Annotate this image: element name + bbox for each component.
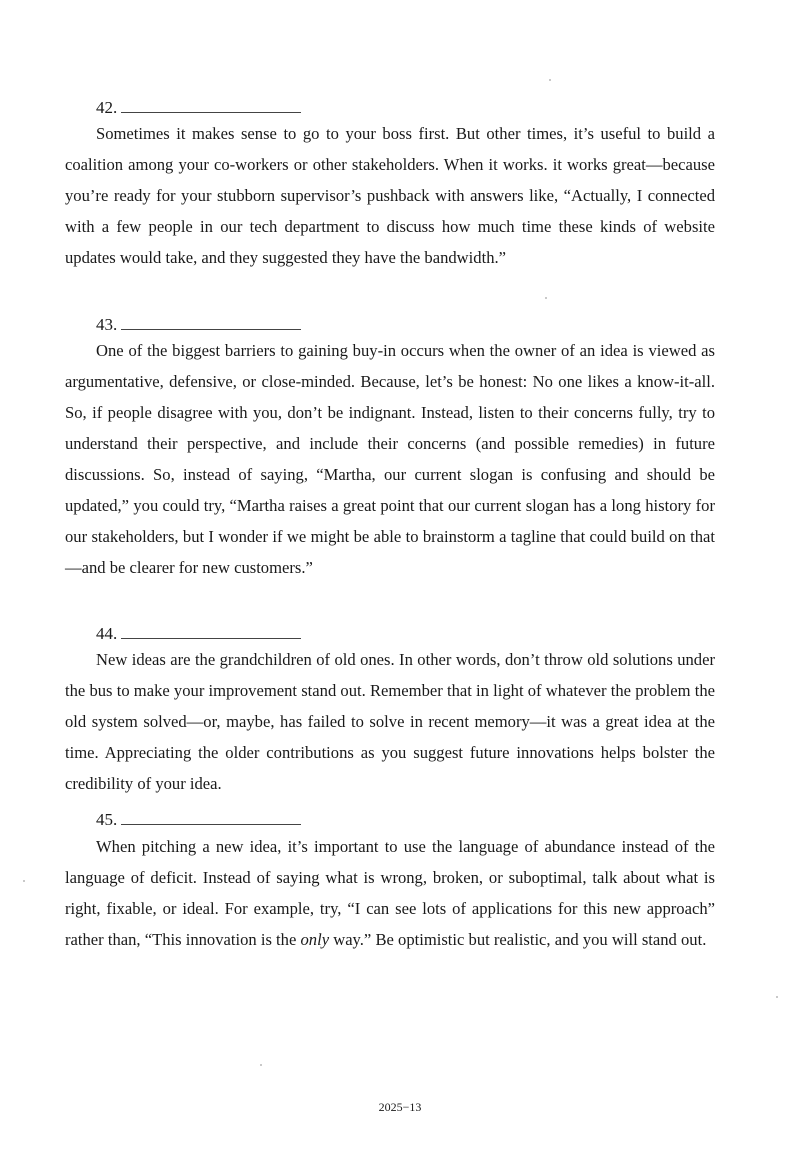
page-number-footer: 2025−13 <box>378 1100 422 1114</box>
answer-blank-line[interactable] <box>121 808 301 825</box>
question-number-label: 42. <box>96 98 118 117</box>
answer-blank-line[interactable] <box>121 313 301 330</box>
paragraph-42: Sometimes it makes sense to go to your boss first. But other times, it’s useful to build a coalition among your co-workers or other stakeholders. When it works. it works great—because you’re ready for your stubborn supervisor’s pushback with answers like, “Actually, I connected with a few people in our tech department to discuss how much time these kinds of website updates would take, and they suggested they have the bandwidth.” <box>65 124 715 267</box>
paragraph-45-text-before: When pitching a new idea, it’s important to use the language of abundance instead of the language of deficit. Instead of saying what is wrong, broken, or suboptimal, talk about what is right, fixable, or ideal. For example, try, “I can see lots of applications for this new approach” rather than, “This innovation is the <box>65 837 715 949</box>
paragraph-44: New ideas are the grandchildren of old ones. In other words, don’t throw old solutions under the bus to make your improvement stand out. Remember that in light of whatever the problem the old system solved—or, maybe, has failed to solve in recent memory—it was a great idea at the time. Appreciating the older contributions as you suggest future innovations helps bolster the credibility of your idea. <box>65 650 715 793</box>
paragraph-43: One of the biggest barriers to gaining buy-in occurs when the owner of an idea is viewed as argumentative, defensive, or close-minded. Because, let’s be honest: No one likes a know-it-all. So, if people disagree with you, don’t be indignant. Instead, listen to their concerns fully, try to understand their perspective, and include their concerns (and possible remedies) in future discussions. So, instead of saying, “Martha, our current slogan is confusing and should be updated,” you could try, “Martha raises a great point that our current slogan has a long history for our stakeholders, but I wonder if we might be able to brainstorm a tagline that could build on that—and be clearer for new customers.” <box>65 341 715 577</box>
emphasized-word: only <box>300 930 330 949</box>
question-43-blank <box>96 313 301 333</box>
question-number-label: 45. <box>96 810 118 829</box>
question-45-blank <box>96 808 301 828</box>
question-number-label: 44. <box>96 624 118 643</box>
answer-blank-line[interactable] <box>121 622 301 639</box>
question-42-blank <box>96 96 301 116</box>
scan-speck <box>776 996 778 998</box>
scan-speck <box>260 1064 262 1066</box>
question-44-blank <box>96 622 301 642</box>
paragraph-45 <box>65 831 715 955</box>
scan-speck <box>545 297 547 299</box>
scan-speck <box>23 880 25 882</box>
question-number-label: 43. <box>96 315 118 334</box>
paragraph-45-text-after: way.” Be optimistic but realistic, and you will stand out. <box>329 930 707 949</box>
scan-speck <box>549 79 551 81</box>
answer-blank-line[interactable] <box>121 96 301 113</box>
